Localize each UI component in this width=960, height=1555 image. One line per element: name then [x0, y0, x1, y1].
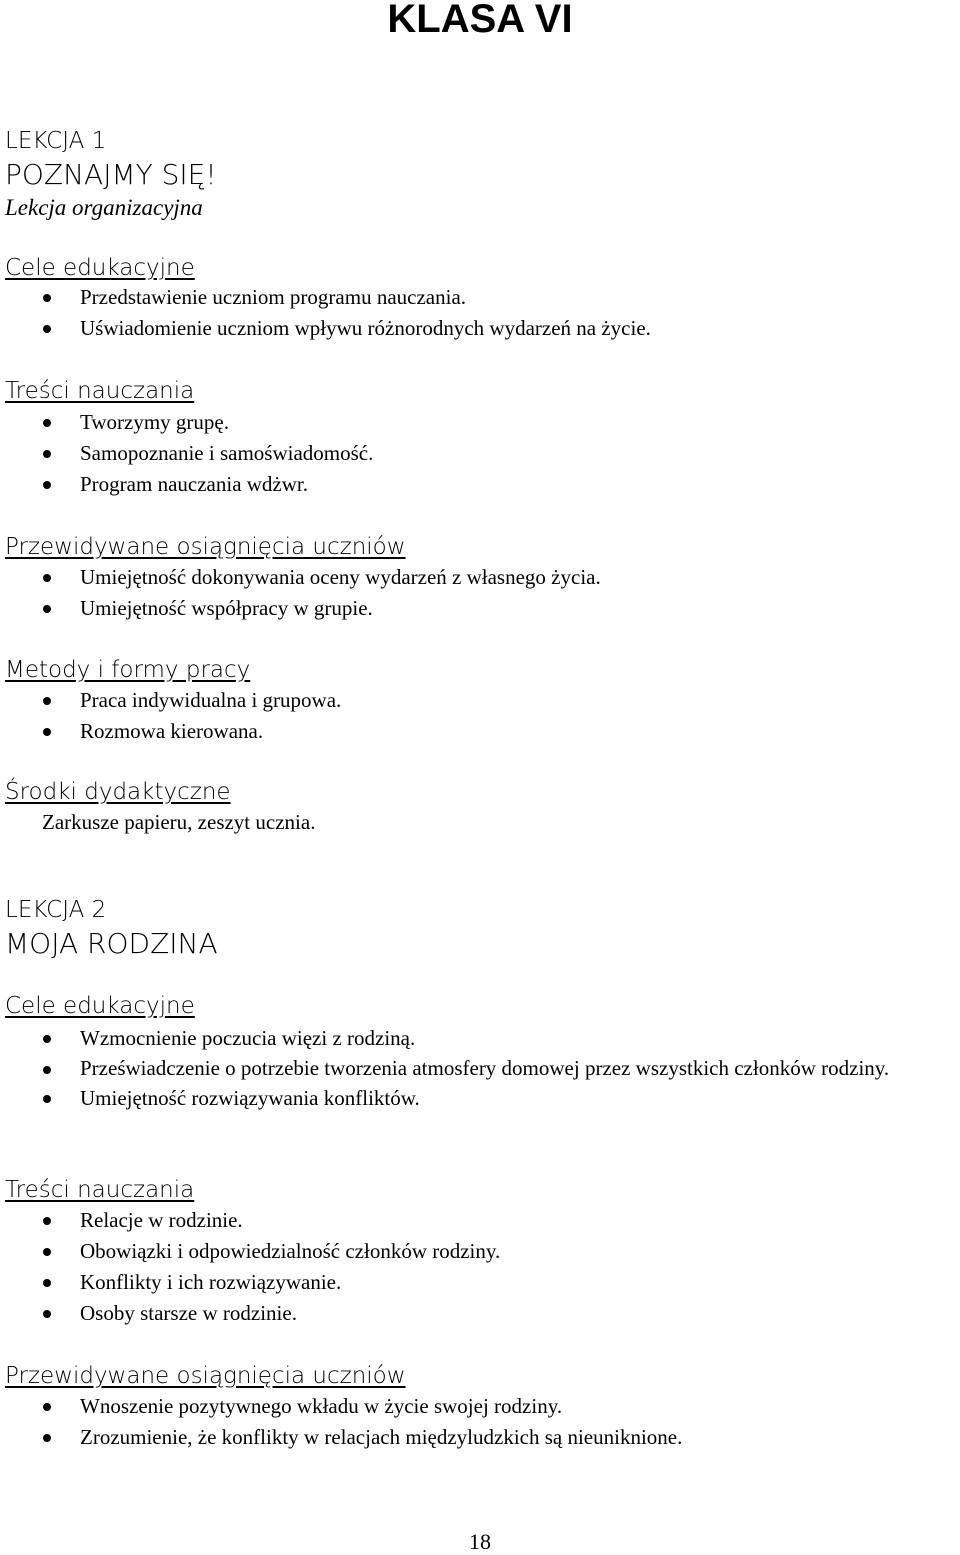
list-item: Obowiązki i odpowiedzialność członków rodziny.: [0, 1236, 960, 1267]
list-item: Zrozumienie, że konflikty w relacjach międzyludzkich są nieuniknione.: [0, 1422, 960, 1453]
section-heading-outcomes: Przewidywane osiągnięcia uczniów: [5, 534, 406, 560]
bullet-icon: [43, 419, 51, 427]
bullet-icon: [43, 697, 51, 705]
page-title: KLASA VI: [387, 0, 573, 41]
section-heading-goals: Cele edukacyjne: [5, 993, 195, 1019]
lesson-number: LEKCJA 2: [5, 897, 107, 923]
section-heading-goals: Cele edukacyjne: [5, 255, 195, 281]
content-list: [0, 407, 960, 500]
bullet-icon: [43, 1279, 51, 1287]
bullet-icon: [43, 1434, 51, 1442]
bullet-icon: [43, 574, 51, 582]
list-item: Przedstawienie uczniom programu nauczania.: [0, 282, 960, 313]
section-heading-aids: Środki dydaktyczne: [5, 779, 231, 805]
bullet-icon: [43, 728, 51, 736]
section-heading-outcomes: Przewidywane osiągnięcia uczniów: [5, 1363, 406, 1389]
bullet-icon: [43, 1035, 51, 1043]
list-item: Samopoznanie i samoświadomość.: [0, 438, 960, 469]
list-item: Umiejętność współpracy w grupie.: [0, 593, 960, 624]
bullet-icon: [43, 1095, 51, 1103]
list-item: Wzmocnienie poczucia więzi z rodziną.: [0, 1023, 960, 1054]
bullet-icon: [43, 605, 51, 613]
lesson-subtitle: Lekcja organizacyjna: [5, 195, 203, 220]
list-item: Relacje w rodzinie.: [0, 1205, 960, 1236]
aids-text: Zarkusze papieru, zeszyt ucznia.: [42, 810, 316, 834]
list-item: Tworzymy grupę.: [0, 407, 960, 438]
bullet-icon: [43, 325, 51, 333]
content-list: [0, 1205, 960, 1329]
bullet-icon: [43, 1403, 51, 1411]
bullet-icon: [43, 450, 51, 458]
lesson-number: LEKCJA 1: [5, 128, 107, 154]
goals-list: [0, 282, 960, 344]
outcomes-list: [0, 1391, 960, 1453]
section-heading-methods: Metody i formy pracy: [5, 657, 251, 683]
methods-list: [0, 685, 960, 747]
list-item: Przeświadczenie o potrzebie tworzenia atmosfery domowej przez wszystkich członków rodziny.: [0, 1054, 960, 1083]
list-item: Rozmowa kierowana.: [0, 716, 960, 747]
bullet-icon: [43, 481, 51, 489]
list-item: Wnoszenie pozytywnego wkładu w życie swojej rodziny.: [0, 1391, 960, 1422]
list-item: Umiejętność dokonywania oceny wydarzeń z własnego życia.: [0, 562, 960, 593]
bullet-icon: [43, 1310, 51, 1318]
list-item: Uświadomienie uczniom wpływu różnorodnych wydarzeń na życie.: [0, 313, 960, 344]
bullet-icon: [43, 1248, 51, 1256]
list-item: Osoby starsze w rodzinie.: [0, 1298, 960, 1329]
list-item: Umiejętność rozwiązywania konfliktów.: [0, 1083, 960, 1114]
bullet-icon: [43, 1066, 51, 1074]
lesson-title: POZNAJMY SIĘ!: [5, 158, 217, 191]
page-number: 18: [469, 1529, 491, 1554]
list-item: Konflikty i ich rozwiązywanie.: [0, 1267, 960, 1298]
goals-list: [0, 1023, 960, 1114]
section-heading-content: Treści nauczania: [5, 378, 195, 404]
outcomes-list: [0, 562, 960, 624]
bullet-icon: [43, 1217, 51, 1225]
lesson-title: MOJA RODZINA: [5, 927, 218, 960]
list-item: Program nauczania wdżwr.: [0, 469, 960, 500]
section-heading-content: Treści nauczania: [5, 1177, 195, 1203]
list-item: Praca indywidualna i grupowa.: [0, 685, 960, 716]
bullet-icon: [43, 294, 51, 302]
